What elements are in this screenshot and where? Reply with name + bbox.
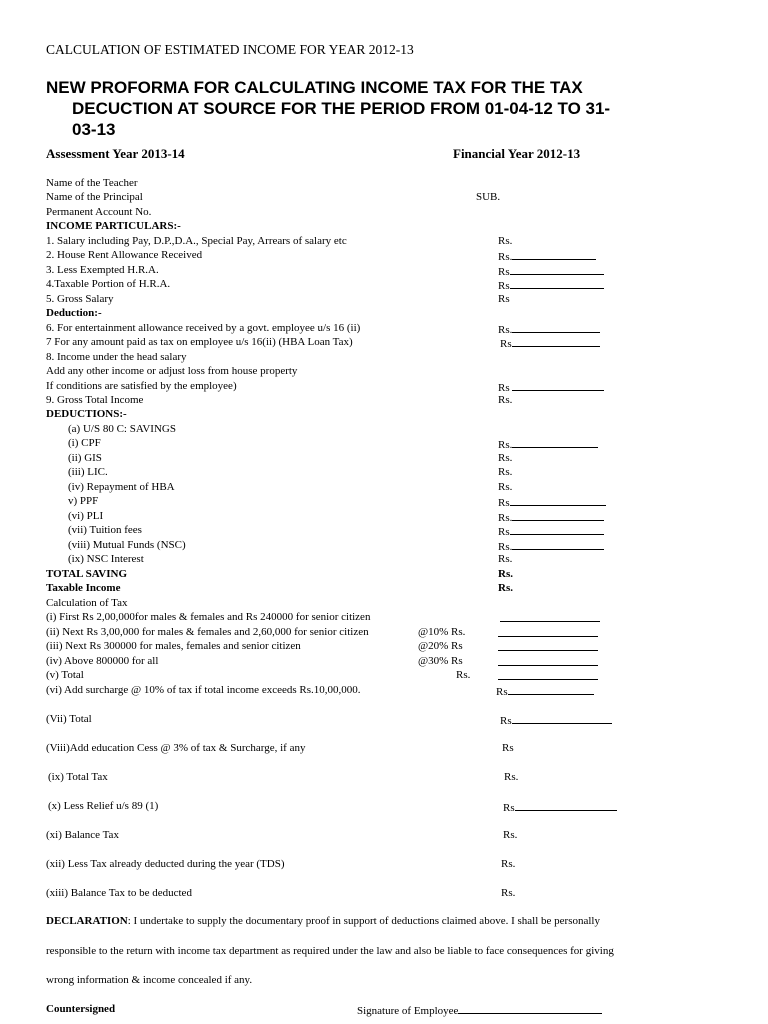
calc-total-tax: (ix) Total Tax	[48, 771, 108, 783]
amount-balance-to-deduct: Rs.	[501, 887, 516, 899]
row-conditions: If conditions are satisfied by the employee)	[46, 380, 237, 392]
amount-surcharge: Rs	[496, 684, 594, 698]
heading-line-3: 03-13	[72, 120, 116, 139]
calc-slab-2: (ii) Next Rs 3,00,000 for males & females and 2,60,000 for senior citizen	[46, 626, 369, 638]
amount-balance-tax: Rs.	[503, 829, 518, 841]
amount-salary: Rs.	[498, 235, 513, 247]
calc-total-rs: Rs.	[456, 669, 471, 681]
row-other-income: Add any other income or adjust loss from house property	[46, 365, 298, 377]
calc-slab-3-blank	[498, 650, 598, 651]
deduction-heading: Deduction:-	[46, 307, 102, 319]
calc-education-cess: (Viii)Add education Cess @ 3% of tax & Surcharge, if any	[46, 742, 306, 754]
amount-tds: Rs.	[501, 858, 516, 870]
calc-slab-1-blank	[500, 621, 600, 622]
sub-label: SUB.	[476, 191, 501, 203]
financial-year: Financial Year 2012-13	[453, 146, 581, 161]
row-hba-repayment: (iv) Repayment of HBA	[68, 481, 175, 493]
principal-name-label: Name of the Principal	[46, 191, 143, 203]
row-income-head-salary: 8. Income under the head salary	[46, 351, 187, 363]
deductions-heading: DEDUCTIONS:-	[46, 408, 127, 420]
declaration-label: DECLARATION	[46, 915, 128, 927]
amount-cpf: Rs.	[498, 437, 598, 451]
calc-surcharge: (vi) Add surcharge @ 10% of tax if total income exceeds Rs.10,00,000.	[46, 684, 361, 696]
calc-heading: Calculation of Tax	[46, 597, 128, 609]
row-mutual-funds: (viii) Mutual Funds (NSC)	[68, 539, 186, 551]
document-title: CALCULATION OF ESTIMATED INCOME FOR YEAR 2012-13	[46, 42, 414, 57]
row-gross-salary: 5. Gross Salary	[46, 293, 114, 305]
row-tuition-fees: (vii) Tuition fees	[68, 524, 142, 536]
amount-mutual-funds: Rs.	[498, 539, 604, 553]
calc-relief-89: (x) Less Relief u/s 89 (1)	[48, 800, 159, 812]
row-80c-savings: (a) U/S 80 C: SAVINGS	[68, 423, 176, 435]
calc-tds: (xii) Less Tax already deducted during the year (TDS)	[46, 858, 285, 870]
amount-hba-repayment: Rs.	[498, 481, 513, 493]
row-exempted-hra: 3. Less Exempted H.R.A.	[46, 264, 159, 276]
row-hba-loan-tax: 7 For any amount paid as tax on employee u/s 16(ii) (HBA Loan Tax)	[46, 336, 353, 348]
heading-line-2: DECUCTION AT SOURCE FOR THE PERIOD FROM 01-04-12 TO 31-	[72, 99, 611, 118]
row-salary: 1. Salary including Pay, D.P.,D.A., Special Pay, Arrears of salary etc	[46, 235, 347, 247]
row-taxable-hra: 4.Taxable Portion of H.R.A.	[46, 278, 171, 290]
assessment-year: Assessment Year 2013-14	[46, 146, 185, 161]
amount-gross-total-income: Rs.	[498, 394, 513, 406]
amount-hra-received: Rs.	[498, 249, 596, 263]
amount-lic: Rs.	[498, 466, 513, 478]
row-lic: (iii) LIC.	[68, 466, 108, 478]
countersigned-label: Countersigned	[46, 1003, 116, 1015]
amount-relief-89: Rs	[503, 800, 617, 814]
pan-label: Permanent Account No.	[46, 206, 152, 218]
calc-slab-4: (iv) Above 800000 for all	[46, 655, 159, 667]
amount-exempted-hra: Rs	[498, 264, 604, 278]
employee-signature: Signature of Employee	[357, 1003, 602, 1017]
main-heading	[46, 77, 726, 140]
heading-line-1: NEW PROFORMA FOR CALCULATING INCOME TAX FOR THE TAX	[46, 78, 583, 97]
amount-vii-total: Rs	[500, 713, 612, 727]
amount-taxable-hra: Rs	[498, 278, 604, 292]
amount-gross-salary: Rs	[498, 293, 510, 305]
taxable-income-label: Taxable Income	[46, 582, 121, 594]
calc-slab-3-rate: @20% Rs	[418, 640, 463, 652]
calc-slab-4-rate: @30% Rs	[418, 655, 463, 667]
amount-hba-loan-tax: Rs	[500, 336, 600, 350]
declaration-line-2: responsible to the return with income tax department as required under the law and also be liable to face consequences for giving	[46, 945, 614, 957]
calc-slab-1: (i) First Rs 2,00,000for males & females and Rs 240000 for senior citizen	[46, 611, 371, 623]
amount-taxable-income: Rs.	[498, 582, 513, 594]
amount-nsc-interest: Rs.	[498, 553, 513, 565]
declaration-line-3: wrong information & income concealed if any.	[46, 974, 253, 986]
row-pli: (vi) PLI	[68, 510, 104, 522]
declaration-line-1: DECLARATION: I undertake to supply the documentary proof in support of deductions claimed above. I shall be personally	[46, 915, 600, 927]
amount-gis: Rs.	[498, 452, 513, 464]
teacher-name-label: Name of the Teacher	[46, 177, 138, 189]
row-gross-total-income: 9. Gross Total Income	[46, 394, 144, 406]
amount-total-saving: Rs.	[498, 568, 513, 580]
calc-slab-2-blank	[498, 636, 598, 637]
row-nsc-interest: (ix) NSC Interest	[68, 553, 144, 565]
amount-entertainment: Rs.	[498, 322, 600, 336]
calc-total-blank	[498, 679, 598, 680]
row-entertainment: 6. For entertainment allowance received by a govt. employee u/s 16 (ii)	[46, 322, 361, 334]
total-saving-label: TOTAL SAVING	[46, 568, 128, 580]
amount-tuition-fees: Rs	[498, 524, 604, 538]
amount-total-tax: Rs.	[504, 771, 519, 783]
calc-balance-tax: (xi) Balance Tax	[46, 829, 119, 841]
calc-total: (v) Total	[46, 669, 84, 681]
calc-vii-total: (Vii) Total	[46, 713, 92, 725]
calc-slab-2-rate: @10% Rs.	[418, 626, 466, 638]
amount-education-cess: Rs	[502, 742, 514, 754]
amount-other-income: Rs	[498, 380, 604, 394]
row-hra-received: 2. House Rent Allowance Received	[46, 249, 203, 261]
calc-balance-to-deduct: (xiii) Balance Tax to be deducted	[46, 887, 192, 899]
income-particulars-heading: INCOME PARTICULARS:-	[46, 220, 181, 232]
row-cpf: (i) CPF	[68, 437, 101, 449]
calc-slab-4-blank	[498, 665, 598, 666]
amount-pli: Rs.	[498, 510, 604, 524]
amount-ppf: Rs	[498, 495, 606, 509]
calc-slab-3: (iii) Next Rs 300000 for males, females and senior citizen	[46, 640, 301, 652]
row-ppf: v) PPF	[68, 495, 99, 507]
row-gis: (ii) GIS	[68, 452, 102, 464]
